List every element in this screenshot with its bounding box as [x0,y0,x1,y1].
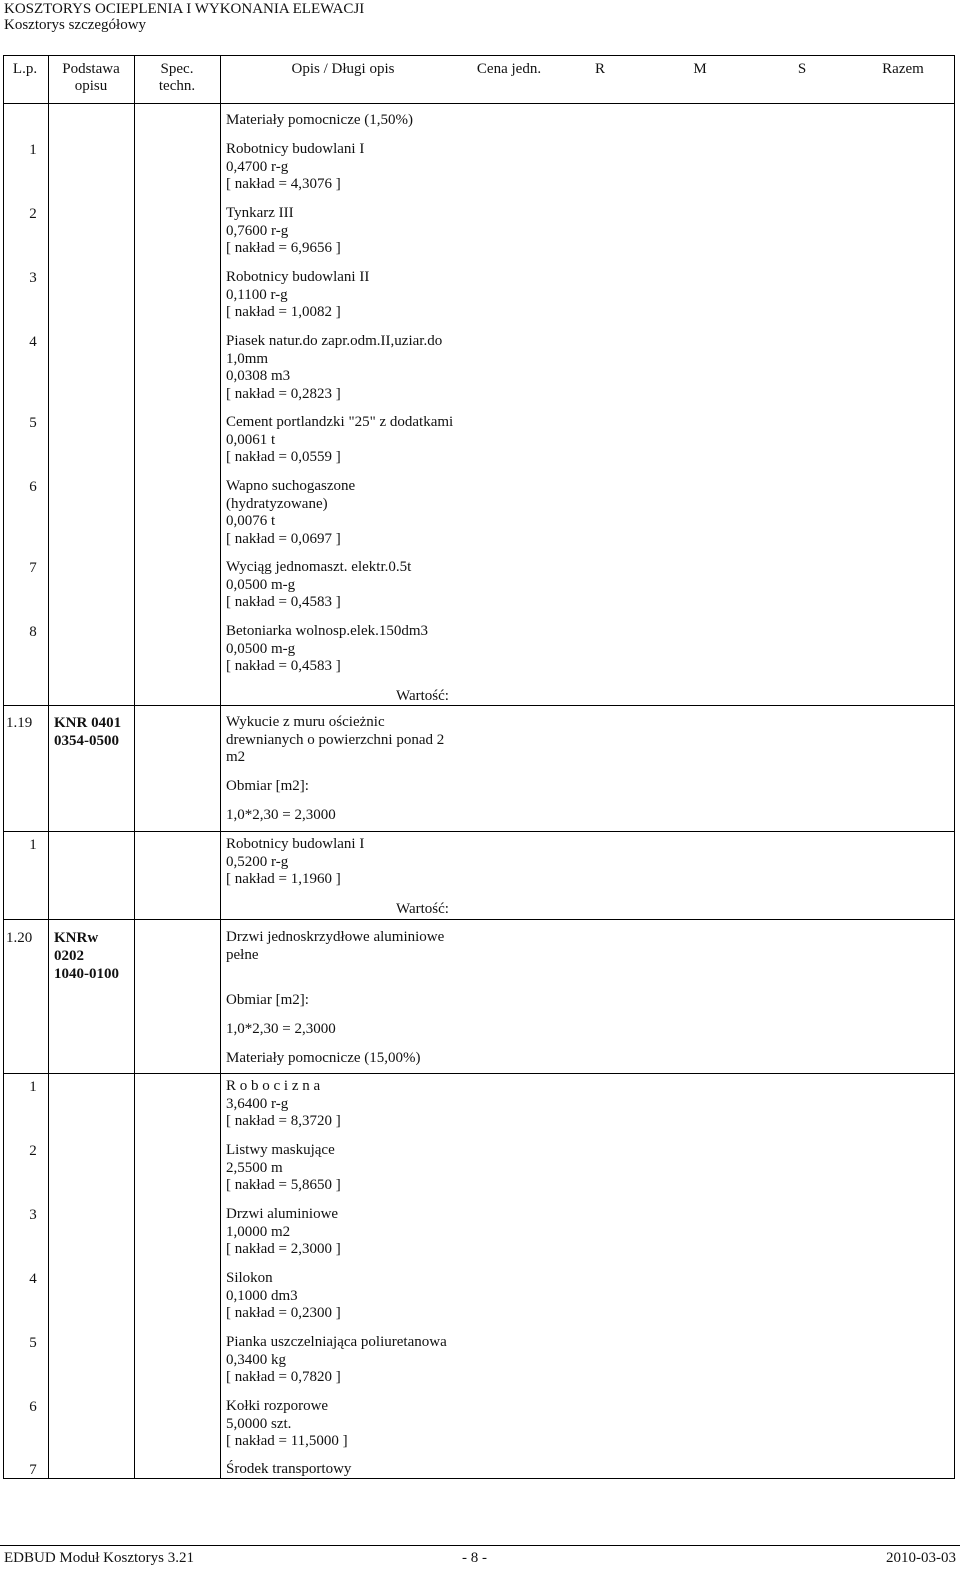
header-divider [3,103,955,104]
resource-total: [ nakład = 5,8650 ] [226,1177,341,1193]
position-basis [54,714,121,750]
position-number: 1.20 [6,930,33,946]
item-number: 6 [29,1399,37,1415]
description-line: m2 [226,749,246,765]
resource-name: Listwy maskujące [226,1142,335,1158]
item-number: 6 [29,479,37,495]
resource-total: [ nakład = 1,0082 ] [226,304,341,320]
resource-total: [ nakład = 0,7820 ] [226,1369,341,1385]
resource-item [226,269,369,322]
position-divider [3,705,955,706]
item-number: 3 [29,270,37,286]
item-number: 5 [29,415,37,431]
resource-total: [ nakład = 1,1960 ] [226,871,341,887]
item-number: 2 [29,1143,37,1159]
resource-norm: 0,5200 r-g [226,853,289,870]
resource-norm: 1,0000 m2 [226,1223,291,1240]
value-label: Wartość: [396,688,449,704]
header-r: R [594,61,605,77]
resource-total: [ nakład = 0,0697 ] [226,530,341,547]
resource-name-cont: 1,0mm [226,350,269,367]
resource-total: [ nakład = 0,0559 ] [226,449,341,465]
cost-table-frame [3,55,955,1479]
description-line: Drzwi jednoskrzydłowe aluminiowe [226,929,445,945]
resource-item [226,205,341,258]
resource-name: Robotnicy budowlani I [226,836,365,852]
position-description [226,714,444,767]
column-divider [48,55,49,1479]
resource-name: Robotnicy budowlani I [226,141,365,157]
resource-total: [ nakład = 0,4583 ] [226,594,341,610]
position-basis [54,929,119,983]
resource-name: R o b o c i z n a [226,1078,321,1094]
resource-name-cont: (hydratyzowane) [226,495,328,512]
resource-norm: 0,0308 m3 [226,368,291,384]
resource-item [226,1206,341,1259]
header-opis: Opis / Długi opis [291,61,395,77]
resource-norm: 0,7600 r-g [226,222,289,239]
resource-norm: 2,5500 m [226,1159,283,1176]
resource-name: Wapno suchogaszone [226,478,356,494]
item-number: 1 [29,837,37,853]
basis-code-cont: 1040-0100 [54,966,119,982]
item-number: 1 [29,1079,37,1095]
column-divider [134,55,135,1479]
description-line: pełne [226,946,259,963]
position-number: 1.19 [6,715,33,731]
resource-item [226,1398,348,1451]
resource-norm: 0,0076 t [226,513,276,529]
resource-total: [ nakład = 0,2823 ] [226,385,341,402]
footer-divider [0,1545,960,1546]
document-title: KOSZTORYS OCIEPLENIA I WYKONANIA ELEWACJI [4,1,365,17]
description-line: drewnianych o powierzchni ponad 2 [226,731,445,748]
resource-total: [ nakład = 4,3076 ] [226,176,341,192]
basis-code-cont: 0354-0500 [54,733,119,749]
header-podstawa-line2: opisu [74,78,108,94]
resource-item [226,1461,351,1479]
basis-code: KNR 0401 [54,715,122,731]
materials-aux-note: Materiały pomocnicze (15,00%) [226,1050,421,1066]
resource-item [226,414,453,467]
resource-total: [ nakład = 2,3000 ] [226,1241,341,1257]
resource-name: Drzwi aluminiowe [226,1206,339,1222]
materials-aux-note: Materiały pomocnicze (1,50%) [226,112,414,128]
resource-total: [ nakład = 8,3720 ] [226,1113,341,1129]
item-number: 7 [29,1462,37,1478]
item-number: 2 [29,206,37,222]
resource-item [226,141,364,194]
resource-name: Kołki rozporowe [226,1398,329,1414]
position-divider [3,919,955,920]
resource-item [226,333,442,403]
resource-norm: 0,0500 m-g [226,576,296,593]
resource-name: Tynkarz III [226,205,294,221]
resource-item [226,1334,447,1387]
footer-date: 2010-03-03 [886,1550,956,1566]
resource-item [226,623,428,676]
resource-norm: 3,6400 r-g [226,1095,289,1112]
resource-norm: 0,0061 t [226,431,276,448]
header-razem: Razem [882,61,924,77]
resource-name: Betoniarka wolnosp.elek.150dm3 [226,623,429,639]
resource-norm: 0,0500 m-g [226,640,296,657]
resource-norm: 0,1000 dm3 [226,1287,298,1304]
item-number: 1 [29,142,37,158]
header-m: M [693,61,707,77]
resource-item [226,559,411,612]
item-number: 3 [29,1207,37,1223]
obmiar-label: Obmiar [m2]: [226,778,309,794]
header-spec-line2: techn. [158,78,196,94]
resource-norm: 0,3400 kg [226,1351,286,1368]
basis-code: KNRw [54,930,99,946]
resource-name: Cement portlandzki "25" z dodatkami [226,414,454,430]
resource-item [226,1142,341,1195]
header-podstawa [48,61,134,95]
resource-item [226,478,355,548]
item-number: 7 [29,560,37,576]
footer-software: EDBUD Moduł Kosztorys 3.21 [4,1550,194,1566]
resource-item [226,1270,341,1323]
resource-name: Wyciąg jednomaszt. elektr.0.5t [226,559,412,575]
header-s: S [797,61,807,77]
resource-item [226,1078,341,1131]
resource-norm: 5,0000 szt. [226,1415,292,1432]
resource-total: [ nakład = 0,2300 ] [226,1305,341,1321]
item-number: 8 [29,624,37,640]
header-lp: L.p. [12,61,38,77]
resource-norm: 0,1100 r-g [226,286,288,303]
obmiar-calculation: 1,0*2,30 = 2,3000 [226,807,336,823]
resource-total: [ nakład = 11,5000 ] [226,1433,348,1449]
obmiar-label: Obmiar [m2]: [226,992,309,1008]
resource-name: Robotnicy budowlani II [226,269,370,285]
resource-total: [ nakład = 0,4583 ] [226,658,341,674]
resource-total: [ nakład = 6,9656 ] [226,240,341,256]
resource-item [226,836,364,889]
column-divider [220,55,221,1479]
header-cena: Cena jedn. [476,61,542,77]
resource-name: Silokon [226,1270,273,1286]
basis-code-cont: 0202 [54,948,84,964]
resource-norm: 0,4700 r-g [226,158,289,175]
page-number: - 8 - [462,1550,487,1566]
header-podstawa-line1: Podstawa [62,61,120,77]
resource-name: Piasek natur.do zapr.odm.II,uziar.do [226,333,443,349]
header-spec-line1: Spec. [160,61,194,77]
item-number: 4 [29,1271,37,1287]
header-spec [134,61,220,95]
obmiar-calculation: 1,0*2,30 = 2,3000 [226,1021,336,1037]
position-divider [3,1073,955,1074]
resource-name: Środek transportowy [226,1461,352,1477]
description-line: Wykucie z muru ościeżnic [226,714,385,730]
item-number: 4 [29,334,37,350]
position-divider [3,831,955,832]
resource-name: Pianka uszczelniająca poliuretanowa [226,1334,447,1350]
position-description [226,929,444,964]
value-label: Wartość: [396,901,449,917]
item-number: 5 [29,1335,37,1351]
document-subtitle: Kosztorys szczegółowy [4,17,147,33]
